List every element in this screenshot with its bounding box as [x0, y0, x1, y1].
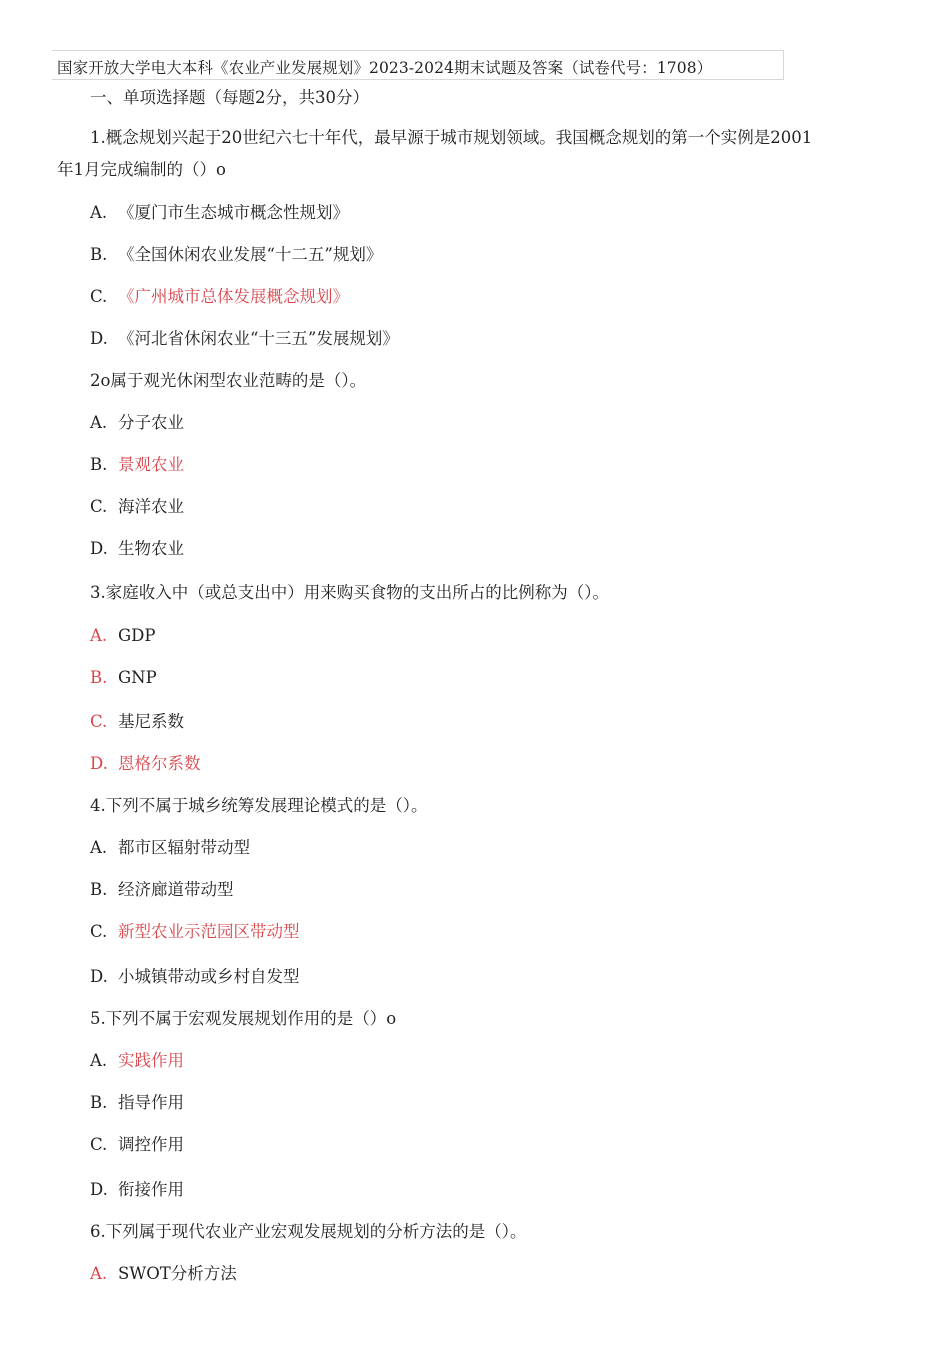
- question-2-option-d: [90, 539, 184, 559]
- option-text-answer: 实践作用: [118, 1051, 184, 1070]
- question-1-text-line2: 年1月完成编制的（）o: [57, 160, 226, 179]
- question-5-text: 5.下列不属于宏观发展规划作用的是（）o: [90, 1009, 397, 1028]
- question-6-text: 6.下列属于现代农业产业宏观发展规划的分析方法的是（）。: [90, 1222, 527, 1241]
- question-4-option-a: [90, 838, 250, 858]
- option-letter: C.: [90, 922, 108, 941]
- question-5-option-d: [90, 1180, 184, 1200]
- option-letter: D.: [90, 1180, 108, 1199]
- question-1-option-a: [90, 203, 349, 223]
- option-text-answer: 恩格尔系数: [118, 754, 201, 773]
- question-1-option-b: [90, 245, 382, 265]
- question-2-text: 2o属于观光休闲型农业范畴的是（）。: [90, 371, 367, 390]
- question-4-option-c-answer: [90, 922, 300, 942]
- option-letter-answer: A.: [90, 1264, 108, 1283]
- question-5-option-b: [90, 1093, 184, 1113]
- question-4-option-d: [90, 967, 300, 987]
- question-3-text: 3.家庭收入中（或总支出中）用来购买食物的支出所占的比例称为（）。: [90, 583, 609, 602]
- option-text-answer: 景观农业: [118, 455, 184, 474]
- section-heading: 一、单项选择题（每题2分，共30分）: [90, 88, 369, 107]
- option-text: GNP: [118, 668, 157, 687]
- option-letter: C.: [90, 1135, 108, 1154]
- option-letter: B.: [90, 455, 108, 474]
- option-text: 调控作用: [118, 1135, 184, 1154]
- option-text: GDP: [118, 626, 156, 645]
- option-text: 衔接作用: [118, 1180, 184, 1199]
- option-text: 小城镇带动或乡村自发型: [118, 967, 300, 986]
- option-letter-answer: D.: [90, 754, 108, 773]
- document-title-box: [52, 50, 784, 80]
- option-letter: D.: [90, 329, 108, 348]
- option-letter: B.: [90, 1093, 108, 1112]
- question-6-option-a-answer: [90, 1264, 237, 1284]
- option-text: 指导作用: [118, 1093, 184, 1112]
- option-letter-answer: C.: [90, 712, 108, 731]
- option-letter: C.: [90, 497, 108, 516]
- document-title: 国家开放大学电大本科《农业产业发展规划》2023-2024期末试题及答案（试卷代号：1708）: [57, 59, 713, 77]
- option-letter: B.: [90, 880, 108, 899]
- option-text: 《河北省休闲农业“十三五”发展规划》: [118, 329, 399, 348]
- option-text: 经济廊道带动型: [118, 880, 234, 899]
- option-letter: D.: [90, 539, 108, 558]
- option-text: 生物农业: [118, 539, 184, 558]
- question-2-option-a: [90, 413, 184, 433]
- question-1-text-line1: 1.概念规划兴起于20世纪六七十年代，最早源于城市规划领域。我国概念规划的第一个实例是2001: [90, 128, 813, 147]
- option-text-answer: 《广州城市总体发展概念规划》: [118, 287, 349, 306]
- option-text: 《厦门市生态城市概念性规划》: [118, 203, 349, 222]
- option-letter: A.: [90, 413, 108, 432]
- option-text: 《全国休闲农业发展“十二五”规划》: [118, 245, 383, 264]
- option-text: 海洋农业: [118, 497, 184, 516]
- option-text: 都市区辐射带动型: [118, 838, 250, 857]
- question-2-option-b-answer: [90, 455, 184, 475]
- option-letter: A.: [90, 203, 108, 222]
- question-5-option-a-answer: [90, 1051, 184, 1071]
- option-letter-answer: B.: [90, 668, 108, 687]
- option-letter: A.: [90, 838, 108, 857]
- question-2-option-c: [90, 497, 184, 517]
- option-text-answer: 新型农业示范园区带动型: [118, 922, 300, 941]
- option-text: 基尼系数: [118, 712, 184, 731]
- question-4-text: 4.下列不属于城乡统筹发展理论模式的是（）。: [90, 796, 428, 815]
- question-3-option-a-answer: [90, 626, 156, 646]
- option-letter: D.: [90, 967, 108, 986]
- question-1-option-d: [90, 329, 399, 349]
- option-letter-answer: A.: [90, 626, 108, 645]
- option-text: SWOT分析方法: [118, 1264, 237, 1283]
- question-1-option-c-answer: [90, 287, 349, 307]
- option-letter: C.: [90, 287, 108, 306]
- option-letter: B.: [90, 245, 108, 264]
- question-3-option-b-answer: [90, 668, 157, 688]
- question-3-option-c-answer: [90, 712, 184, 732]
- option-letter: A.: [90, 1051, 108, 1070]
- question-4-option-b: [90, 880, 234, 900]
- option-text: 分子农业: [118, 413, 184, 432]
- question-5-option-c: [90, 1135, 184, 1155]
- question-3-option-d-answer: [90, 754, 201, 774]
